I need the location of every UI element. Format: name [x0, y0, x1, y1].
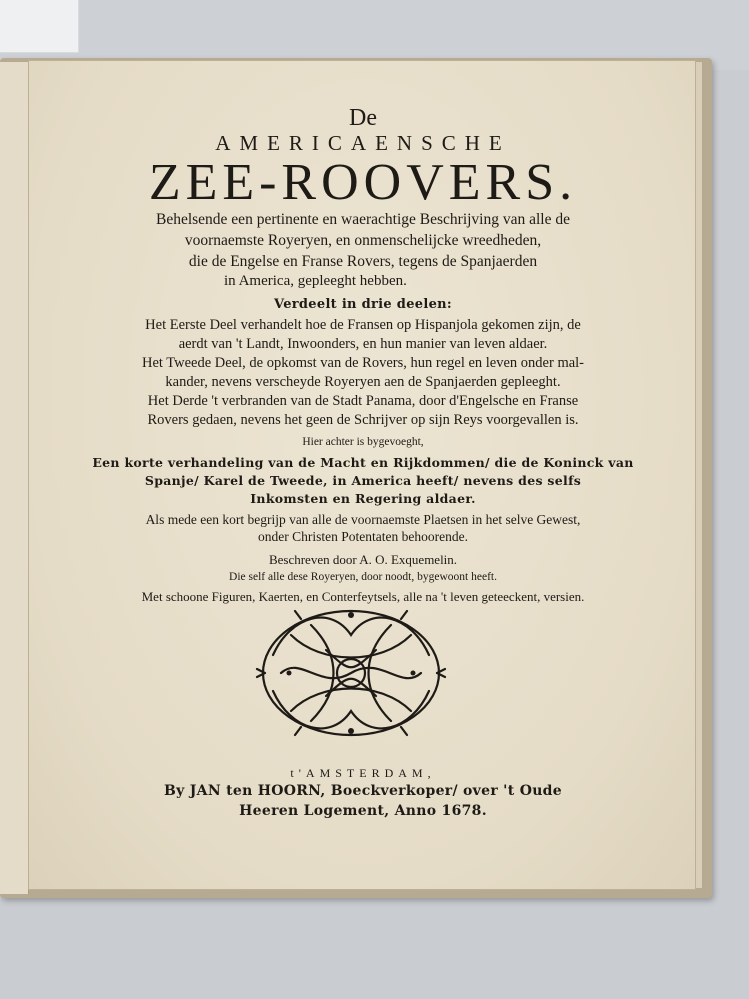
part-line: aerdt van 't Landt, Inwoonders, en hun manier van leven aldaer.: [178, 336, 548, 352]
left-page-edge: [0, 62, 29, 894]
die-self-line: Die self alle dese Royeryen, door noodt, bygewoont heeft.: [229, 571, 497, 583]
imprint-line: Heeren Logement, Anno 1678.: [239, 803, 487, 819]
imprint-line: By JAN ten HOORN, Boeckverkoper/ over 't Oude: [164, 783, 562, 799]
title-de: De: [349, 105, 377, 131]
korte-line: Spanje/ Karel de Tweede, in America heeft/ nevens des selfs: [144, 473, 582, 488]
verdeelt-heading: Verdeelt in drie deelen:: [274, 297, 452, 312]
part-line: Het Eerste Deel verhandelt hoe de Fransen op Hispanjola gekomen zijn, de: [145, 317, 581, 333]
subtitle-line: Behelsende een pertinente en waerachtige Beschrijving van alle de: [155, 211, 570, 228]
part-line: Het Tweede Deel, de opkomst van de Rovers, hun regel en leven onder mal-: [141, 355, 585, 371]
imprint-place: t'AMSTERDAM,: [290, 766, 436, 780]
monogram-ornament-icon: [251, 595, 451, 750]
subtitle-line: in America, gepleeght hebben.: [224, 273, 407, 289]
subtitle-line: die de Engelse en Franse Rovers, tegens de Spanjaerden: [188, 253, 538, 270]
hier-achter-line: Hier achter is bygevoeght,: [302, 436, 424, 448]
title-americaensche: AMERICAENSCHE: [215, 131, 511, 155]
als-mede-line: Als mede een kort begrijp van alle de voornaemste Plaetsen in het selve Gewest,: [145, 512, 581, 527]
korte-line: Een korte verhandeling van de Macht en Rijkdommen/ die de Koninck van: [92, 455, 634, 470]
title-page: [28, 60, 696, 890]
als-mede-line: onder Christen Potentaten behoorende.: [258, 529, 468, 544]
subtitle-line: voornaemste Royeryen, en onmenschelijcke wreedheden,: [184, 232, 542, 249]
part-line: Rovers gedaen, nevens het geen de Schrijver op sijn Reys voorgevallen is.: [147, 412, 579, 428]
part-line: Het Derde 't verbranden van de Stadt Panama, door d'Engelsche en Franse: [147, 393, 579, 409]
title-zee-roovers: ZEE-ROOVERS.: [148, 154, 578, 211]
figuren-line: Met schoone Figuren, Kaerten, en Conterfeytsels, alle na 't leven geteeckent, versien.: [141, 589, 585, 604]
korte-line: Inkomsten en Regering aldaer.: [250, 491, 476, 506]
beschreven-line: Beschreven door A. O. Exquemelin.: [268, 552, 458, 567]
white-card-corner: [0, 0, 79, 53]
part-line: kander, nevens verscheyde Royeryen aen de Spanjaerden gepleeght.: [165, 374, 561, 390]
